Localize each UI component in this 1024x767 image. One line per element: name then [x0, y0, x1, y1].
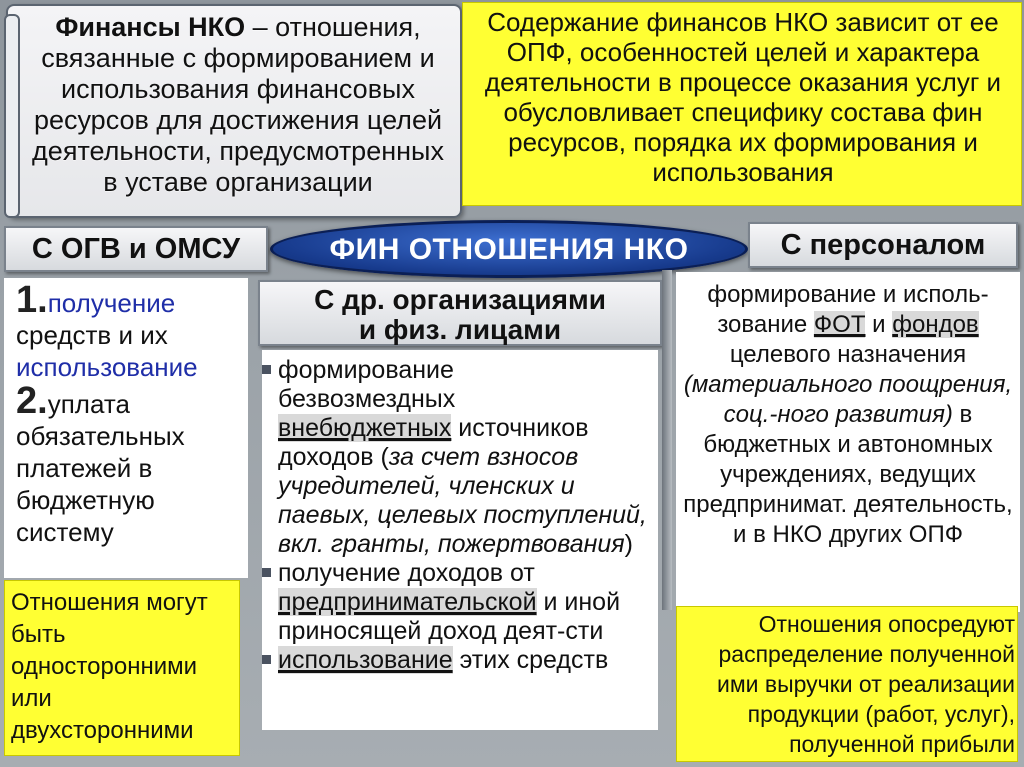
center-title: ФИН ОТНОШЕНИЯ НКО: [329, 233, 689, 266]
orgs-b3-b: этих средств: [452, 646, 609, 674]
column-divider: [662, 270, 672, 610]
orgs-header-line1: С др. организациями: [314, 284, 606, 315]
gov-item-1: [16, 279, 248, 383]
orgs-panel: [262, 350, 658, 730]
orgs-b1-a: формирование: [278, 356, 454, 384]
orgs-bullet-3: [262, 646, 658, 675]
orgs-bullet-2: [262, 559, 658, 646]
square-bullet-icon: [262, 365, 271, 374]
staff-italic: (материального поощрения, соц.-ного развития): [683, 371, 1013, 428]
gov-item-2-b: обязательных: [16, 421, 185, 451]
orgs-b1-b: безвозмездных: [278, 385, 456, 413]
orgs-b2-a: получение доходов от: [278, 559, 535, 587]
orgs-b1-f: за счет взносов учредителей, членских и паевых, целевых поступлений, вкл. гранты, пожертвования: [278, 443, 647, 558]
relations-type-box: [4, 580, 240, 756]
orgs-b1-g: ): [624, 530, 633, 558]
staff-panel: [676, 272, 1020, 612]
content-note-box: [462, 2, 1022, 206]
staff-header: С персоналом: [748, 222, 1018, 268]
staff-t3: целевого назначения: [729, 341, 967, 368]
content-note-text: Содержание финансов НКО зависит от ее ОПФ, особенностей целей и характера деятельности в процессе оказания услуг и обусловливает специфику состава фин ресурсов, порядка их формирования и использования: [484, 7, 1002, 187]
square-bullet-icon: [262, 655, 271, 664]
orgs-header-line2: и физ. лицами: [358, 314, 562, 345]
gov-item-1-b: средств и их: [16, 320, 168, 350]
gov-item-2-a: уплата: [47, 389, 130, 419]
orgs-b2-c: и иной приносящей доход деят-сти: [278, 588, 621, 645]
gov-item-2-num: 2.: [16, 380, 48, 422]
relations-mediate-text: Отношения опосредуют распределение полученной ими выручки от реализации продукции (работ, услуг), полученной прибыли: [716, 611, 1015, 757]
staff-text: [676, 280, 1020, 550]
orgs-b2-b: предпринимательской: [278, 588, 537, 616]
gov-header: С ОГВ и ОМСУ: [4, 226, 268, 272]
definition-text: [28, 12, 448, 198]
relations-mediate-box: [676, 606, 1018, 762]
gov-item-1-a: получение: [47, 288, 176, 318]
staff-fot: ФОТ: [813, 311, 866, 338]
orgs-b1-c: внебюджетных: [278, 414, 452, 442]
orgs-header: [258, 280, 662, 346]
definition-body: – отношения, связанные с формированием и использования финансовых ресурсов для достижения целей деятельности, предусмотренных в уставе организации: [32, 12, 444, 197]
gov-item-2: [16, 380, 248, 548]
definition-box: [6, 4, 462, 218]
square-bullet-icon: [262, 568, 271, 577]
orgs-b3-a: использование: [278, 646, 453, 674]
staff-t4: в бюджетных и автономных учреждениях, ведущих предпринимат. деятельность, и в НКО других ОПФ: [683, 401, 1013, 548]
center-title-oval: [270, 220, 748, 278]
orgs-list: [262, 356, 658, 675]
gov-item-2-c: платежей в: [16, 453, 153, 483]
relations-type-text: Отношения могут быть односторонними или двухсторонними: [11, 589, 208, 744]
gov-item-2-e: систему: [16, 517, 114, 547]
gov-list: [16, 279, 248, 548]
scroll-curl-decoration: [4, 14, 20, 218]
gov-item-1-num: 1.: [16, 279, 48, 321]
orgs-b1-e: доходов (: [278, 443, 389, 471]
orgs-b1-d: источников: [451, 414, 589, 442]
staff-t1: формирование и исполь-зование: [707, 281, 989, 338]
gov-panel: [4, 278, 248, 578]
definition-term: Финансы НКО: [55, 12, 246, 42]
orgs-bullet-1: [262, 356, 658, 559]
staff-t2: и: [865, 311, 893, 338]
staff-funds: фондов: [892, 311, 979, 338]
gov-item-1-c: использование: [16, 352, 198, 382]
gov-item-2-d: бюджетную: [16, 485, 155, 515]
